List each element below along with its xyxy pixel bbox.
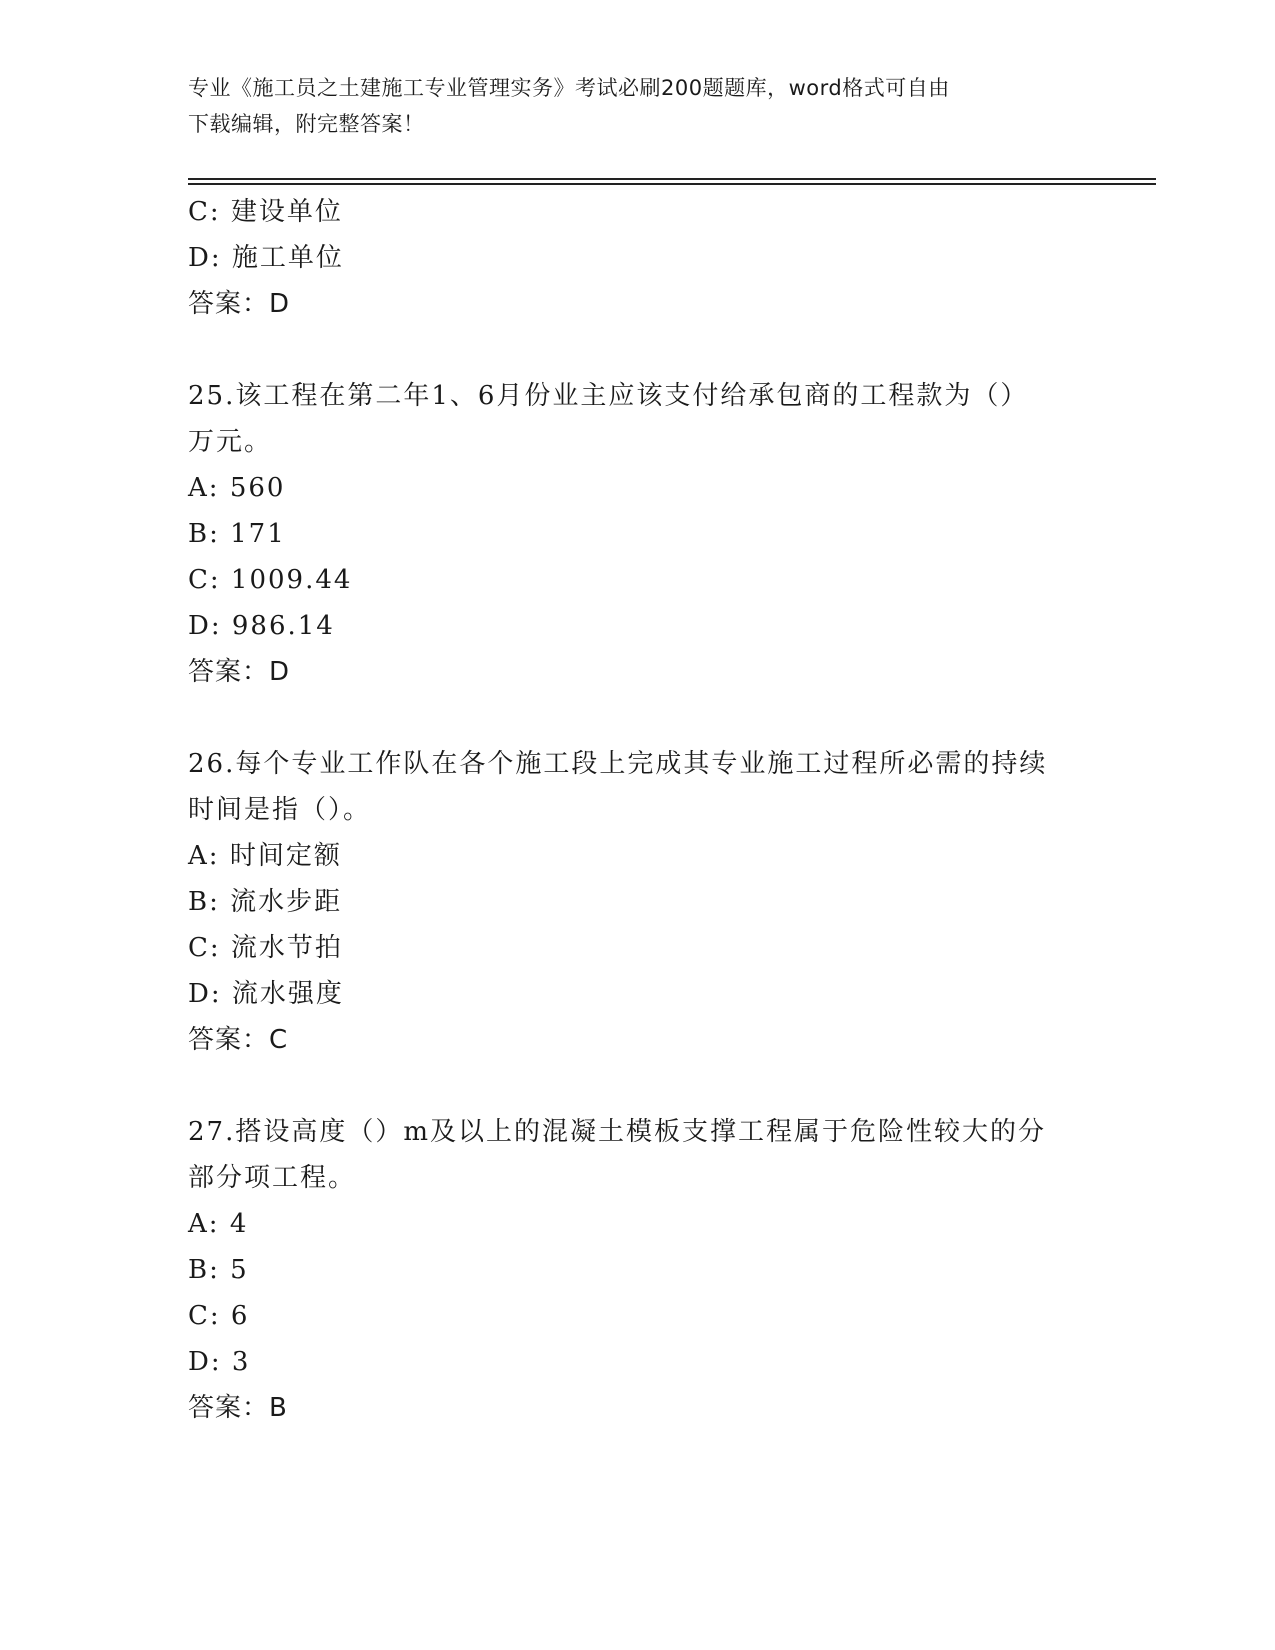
question-text-line-2: 部分项工程。 [188, 1163, 357, 1193]
option-d [188, 235, 1088, 281]
option-a [188, 465, 1088, 511]
option-letter: B: [188, 519, 220, 549]
option-text: 1009.44 [230, 565, 353, 595]
option-text: 5 [230, 1255, 249, 1285]
option-text: 171 [230, 519, 286, 549]
option-letter: A: [188, 473, 220, 503]
option-text: 流水节拍 [230, 933, 343, 963]
option-b [188, 511, 1088, 557]
option-text: 建设单位 [230, 197, 343, 227]
option-a [188, 1201, 1088, 1247]
question-25 [188, 373, 1088, 695]
question-26 [188, 741, 1088, 1063]
question-text-line-2: 万元。 [188, 427, 273, 457]
option-d [188, 1339, 1088, 1385]
question-text-line-1: 27.搭设高度（）m及以上的混凝土模板支撑工程属于危险性较大的分 [188, 1117, 1047, 1147]
option-text: 560 [229, 473, 286, 503]
header-line-1: 专业《施工员之土建施工专业管理实务》考试必刷200题题库，word格式可自由 [188, 76, 950, 100]
option-letter: C: [188, 933, 221, 963]
answer-line: 答案：D [188, 289, 291, 319]
option-text: 时间定额 [229, 841, 342, 871]
option-letter: D: [188, 979, 222, 1009]
option-letter: A: [188, 1209, 220, 1239]
option-letter: A: [188, 841, 220, 871]
option-text: 流水步距 [230, 887, 343, 917]
question-text-line-2: 时间是指（）。 [188, 795, 372, 825]
option-a [188, 833, 1088, 879]
option-d [188, 603, 1088, 649]
option-letter: D: [188, 1347, 222, 1377]
question-27 [188, 1109, 1088, 1431]
option-letter: C: [188, 197, 221, 227]
option-text: 6 [230, 1301, 250, 1331]
option-text: 3 [231, 1347, 251, 1377]
option-letter: C: [188, 1301, 221, 1331]
option-c [188, 189, 1088, 235]
option-b [188, 1247, 1088, 1293]
option-c [188, 1293, 1088, 1339]
header-divider-bottom [188, 183, 1156, 185]
option-letter: D: [188, 243, 222, 273]
option-text: 流水强度 [231, 979, 344, 1009]
question-text-line-1: 26.每个专业工作队在各个施工段上完成其专业施工过程所必需的持续 [188, 749, 1048, 779]
option-c [188, 925, 1088, 971]
option-d [188, 971, 1088, 1017]
partial-question [188, 189, 1088, 327]
document-header [188, 70, 1088, 142]
option-letter: D: [188, 611, 222, 641]
option-text: 施工单位 [231, 243, 344, 273]
question-list [188, 189, 1088, 1477]
header-divider-top [188, 178, 1156, 180]
question-text-line-1: 25.该工程在第二年1、6月份业主应该支付给承包商的工程款为（） [188, 381, 1029, 411]
answer-line: 答案：D [188, 657, 291, 687]
option-letter: C: [188, 565, 221, 595]
option-text: 986.14 [231, 611, 335, 641]
answer-line: 答案：B [188, 1393, 288, 1423]
option-b [188, 879, 1088, 925]
option-letter: B: [188, 1255, 220, 1285]
header-line-2: 下载编辑，附完整答案！ [188, 112, 425, 136]
answer-line: 答案：C [188, 1025, 289, 1055]
option-letter: B: [188, 887, 220, 917]
option-c [188, 557, 1088, 603]
option-text: 4 [229, 1209, 249, 1239]
